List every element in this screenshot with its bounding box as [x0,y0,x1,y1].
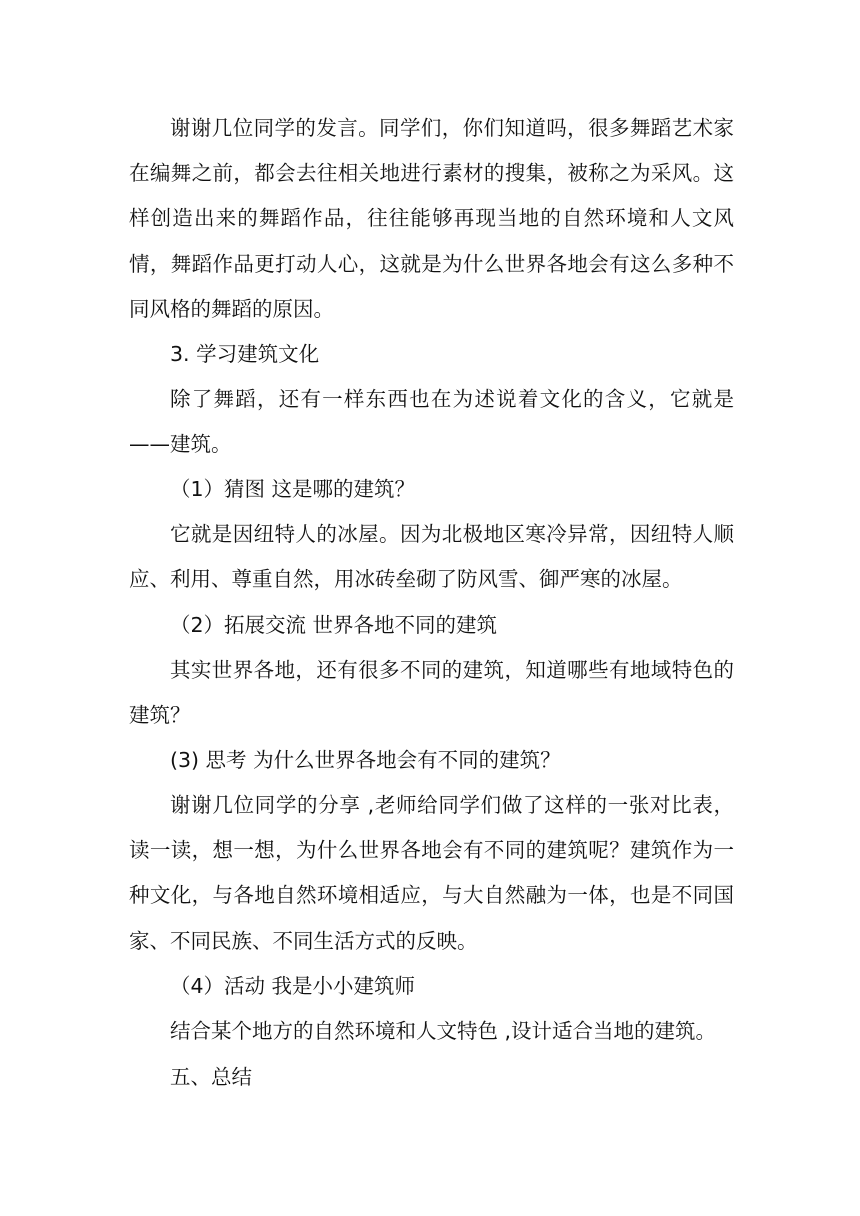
paragraph-design-building: 结合某个地方的自然环境和人文特色 ,设计适合当地的建筑。 [170,1019,717,1043]
subheading-think: (3) 思考 为什么世界各地会有不同的建筑？ [170,748,561,772]
subheading-expand-exchange: （2）拓展交流 世界各地不同的建筑 [170,613,498,637]
heading-summary: 五、总结 [170,1065,252,1089]
heading-learn-architecture: 3. 学习建筑文化 [170,342,320,366]
paragraph-comparison-table: 谢谢几位同学的分享 ,老师给同学们做了这样的一张对比表，读一读，想一想，为什么世界各地会有不同的建筑呢？建筑作为一种文化，与各地自然环境相适应，与大自然融为一体，也是不同国家、不同民族、不同生活方式的反映。 [129,793,734,953]
paragraph-architecture-intro: 除了舞蹈，还有一样东西也在为述说着文化的含义，它就是——建筑。 [129,387,734,457]
paragraph-igloo: 它就是因纽特人的冰屋。因为北极地区寒冷异常，因纽特人顺应、利用、尊重自然，用冰砖垒砌了防风雪、御严寒的冰屋。 [129,522,734,592]
paragraph-world-buildings: 其实世界各地，还有很多不同的建筑，知道哪些有地域特色的建筑？ [129,658,734,728]
subheading-activity: （4）活动 我是小小建筑师 [170,974,416,998]
subheading-guess-picture: （1）猜图 这是哪的建筑？ [170,477,416,501]
paragraph-dance-collection: 谢谢几位同学的发言。同学们，你们知道吗，很多舞蹈艺术家在编舞之前，都会去往相关地进行素材的搜集，被称之为采风。这样创造出来的舞蹈作品，往往能够再现当地的自然环境和人文风情，舞蹈作品更打动人心，这就是为什么世界各地会有这么多种不同风格的舞蹈的原因。 [129,116,734,321]
